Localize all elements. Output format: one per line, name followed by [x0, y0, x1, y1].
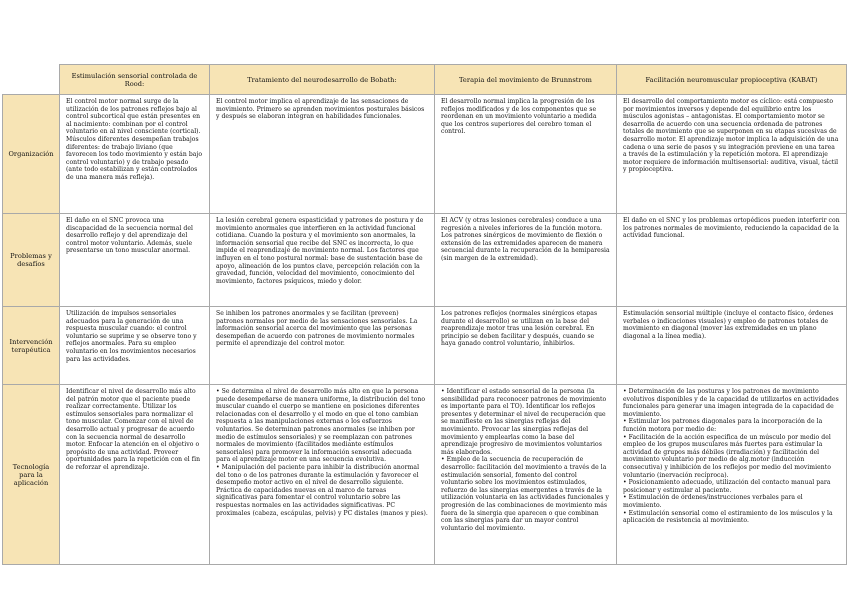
table-cell: El desarrollo del comportamiento motor es cíclico: está compuesto por movimientos inversos y depende del equilibrio entre los músculos agonistas – antagonistas. El comportamiento motor se desarrolla de acuerdo con una secuencia ordenada de patrones totales de movimiento que se superponen en su etapas sucesivas de desarrollo motor. El aprendizaje motor implica la adquisición de una cadena o una serie de pasos y su integración previene en una tarea a través de la estimulación y la repetición motora. El aprendizaje motor requiere de información multisensorial: auditiva, visual, táctil y propioceptiva.: [617, 95, 847, 214]
table-cell: [210, 385, 435, 565]
table-cell: La lesión cerebral genera espasticidad y patrones de postura y de movimiento anormales que interfieren en la actividad funcional cotidiana. Cuando la postura y el movimiento son anormales, la información sensorial que recibe del SNC es incorrecta, lo que impide el reaprendizaje de movimiento normal. Los factores que influyen en el tono postural normal: base de sustentación base de apoyo, alineación de los puntos clave, percepción relación con la gravedad, función, velocidad del movimiento, conocimiento del movimiento, factores psíquicos, miedo y dolor.: [210, 214, 435, 307]
row-header-organizacion: Organización: [3, 95, 60, 214]
list-item: • Determinación de las posturas y los patrones de movimiento evolutivos disponibles y de la capacidad de utilizarlos en actividades funcionales para generar una imagen integrada de la capacidad de movimiento.: [623, 388, 839, 418]
corner-cell: [3, 65, 60, 95]
column-header-kabat: Facilitación neuromuscular propioceptiva (KABAT): [617, 65, 847, 95]
list-item: • Empleo de la secuencia de recuperación de desarrollo: facilitación del movimiento a través de la estimulación sensorial, fomento del control voluntario sobre los movimientos estimulados, refuerzo de las sinergias emergentes a través de la utilización voluntaria en las actividades funcionales y progresión de las combinaciones de movimiento más fuera de la sinergia que aparecen o que combinan con las sinergias para dar un mayor control voluntario del movimiento.: [441, 456, 609, 532]
row-header-problemas: Problemas y desafíos: [3, 214, 60, 307]
table-cell: [435, 385, 617, 565]
list-item: • Estimulación de órdenes/instrucciones verbales para el movimiento.: [623, 494, 803, 509]
table-cell: Estimulación sensorial múltiple (incluye el contacto físico, órdenes verbales o indicaciones visuales) y empleo de patrones totales de movimiento en diagonal (mover las extremidades en un plano diagonal a la línea media).: [617, 307, 847, 385]
list-item: • Manipulación del paciente para inhibir la distribución anormal del tono o de los patrones durante la estimulación y favorecer el desempeño motor activo en el nivel de desarrollo siguiente.: [216, 463, 420, 487]
table-cell: Identificar el nivel de desarrollo más alto del patrón motor que el paciente puede realizar correctamente. Utilizar los estímulos sensoriales para normalizar el tono muscular. Comenzar con el nivel de desarrollo actual y progresar de acuerdo con la secuencia normal de desarrollo motor. Enfocar la atención en el objetivo o propósito de una actividad. Proveer oportunidades para la repetición con el fin de reforzar el aprendizaje.: [60, 385, 210, 565]
table-row: [3, 95, 847, 214]
table-row: [3, 214, 847, 307]
row-header-tecnologia: Tecnología para la aplicación: [3, 385, 60, 565]
table-cell: Se inhiben los patrones anormales y se facilitan (preveen) patrones normales por medio de las sensaciones sensoriales. La información sensorial acerca del movimiento que las personas desempeñan de acuerdo con patrones de movimiento normales permite el aprendizaje del control motor.: [210, 307, 435, 385]
table-cell: El daño en el SNC provoca una discapacidad de la secuencia normal del desarrollo reflejo y del aprendizaje del control motor voluntario. Además, suele presentarse un tono muscular anormal.: [60, 214, 210, 307]
list-item: • Posicionamiento adecuado, utilización del contacto manual para posicionar y estimular al paciente.: [623, 479, 831, 494]
table-cell: Los patrones reflejos (normales sinérgicos etapas durante el desarrollo) se utilizan en la base del reaprendizaje motor tras una lesión cerebral. En principio se deben facilitar y después, cuando se haya ganado control voluntario, inhibirlos.: [435, 307, 617, 385]
table-cell: El control motor implica el aprendizaje de las sensaciones de movimiento. Primero se aprenden movimientos posturales básicos y después se elaboran integran en habilidades funcionales.: [210, 95, 435, 214]
list-item: • Se determina el nivel de desarrollo más alto en que la persona puede desempeñarse de manera uniforme, la distribución del tono muscular cuando el cuerpo se mantiene en posiciones diferentes relacionadas con el desarrollo y el modo en que el tono cambian respuesta a las manipulaciones externas o los esfuerzos voluntarios. Se determinan patrones anormales (se inhiben por medio de estímulos sensoriales) y se reemplazan con patrones normales de movimiento (facilitados mediante estímulos sensoriales) para promover la información sensorial adecuada para el aprendizaje motor en una secuencia evolutiva.: [216, 388, 426, 464]
table-cell: Utilización de impulsos sensoriales adecuados para la generación de una respuesta muscular cuando: el control voluntario se suprime y se observe tono y reflejos anormales. Para su empleo voluntario en los movimientos necesarios para las actividades.: [60, 307, 210, 385]
column-header-bobath: Tratamiento del neurodesarrollo de Bobath:: [210, 65, 435, 95]
table-cell: El desarrollo normal implica la progresión de los reflejos modificados y de los componentes que se reordenan en un movimiento voluntario a medida que los centros superiores del cerebro toman el control.: [435, 95, 617, 214]
list-item: • Estimulación sensorial como el estiramiento de los músculos y la aplicación de resistencia al movimiento.: [623, 509, 833, 525]
table-cell: [617, 385, 847, 565]
list-item: • Identificar el estado sensorial de la persona (la sensibilidad para reconocer patrones de movimiento es importante para el TO). Identificar los reflejos presentes y determinar el nivel de recuperación que se manifieste en las sinergias reflejas del movimiento. Provocar las sinergias reflejas del movimiento y emplearlas como la base del aprendizaje progresivo de movimientos voluntarios más elaborados.: [441, 388, 607, 456]
row-header-intervencion: Intervención terapéutica: [3, 307, 60, 385]
list-item: Práctica de capacidades nuevas en al marco de tareas significativas para fomentar el control voluntario sobre las respuestas normales en las actividades significativas. PC proximales (cabeza, escápulas, pelvis) y PC distales (manos y pies).: [216, 486, 428, 517]
column-header-brunnstrom: Terapia del movimiento de Brunnstrom: [435, 65, 617, 95]
list-item: • Facilitación de la acción especifica de un músculo por medio del empleo de los grupos musculares más fuertes para estimular la actividad de grupos más débiles (irradiación) y facilitación del movimiento voluntario por medio de alg.motor (inducción consecutiva) y inhibición de los reflejos por medio del movimiento voluntario (inervación recíproca).: [623, 433, 831, 479]
table-row: [3, 385, 847, 565]
table-cell: El control motor normal surge de la utilización de los patrones reflejos bajo al control subcortical que están presentes en al nacimiento: combinan por el control voluntario en al nivel consciente (cortical). Músculos diferentes desempeñan trabajos diferentes: de trabajo liviano (que favorecen los todo movimiento y están bajo control voluntario) y de trabajo pesado (ante todo estabilizan y están controlados de una manera más refleja).: [60, 95, 210, 214]
comparison-table: [2, 64, 847, 565]
table-cell: El daño en el SNC y los problemas ortopédicos pueden interferir con los patrones normales de movimiento, reduciendo la capacidad de la actividad funcional.: [617, 214, 847, 307]
column-header-rood: Estimulación sensorial controlada de Rood:: [60, 65, 210, 95]
table-row: [3, 307, 847, 385]
list-item: • Estimular los patrones diagonales para la incorporación de la función motora por medio de:: [623, 418, 823, 433]
table-cell: El ACV (y otras lesiones cerebrales) conduce a una regresión a niveles inferiores de la función motora. Los patrones sinérgicos de movimiento de flexión o extensión de las extremidades aparecen de manera secuencial durante la recuperación de la hemiparesia (sin margen de la extremidad).: [435, 214, 617, 307]
